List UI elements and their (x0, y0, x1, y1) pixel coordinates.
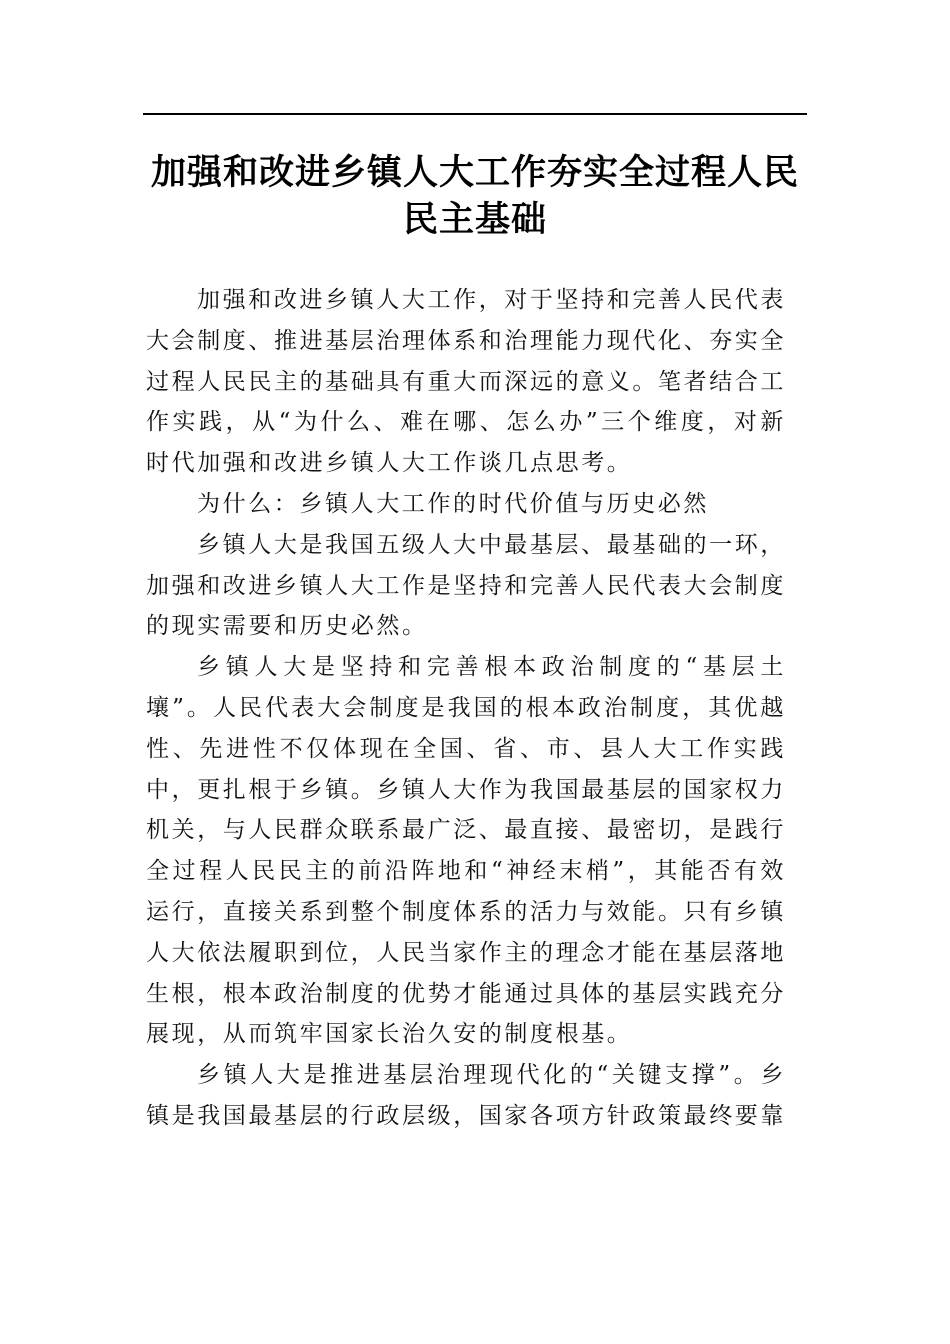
document-title: 加强和改进乡镇人大工作夯实全过程人民民主基础 (150, 153, 799, 240)
section-heading-why: 为什么：乡镇人大工作的时代价值与历史必然 (197, 490, 709, 517)
paragraph-basic-soil: 乡镇人大是坚持和完善根本政治制度的“基层土壤”。人民代表大会制度是我国的根本政治制度，其优越性、先进性不仅体现在全国、省、市、县人大工作实践中，更扎根于乡镇。乡镇人大作为我国最基层的国家权力机关，与人民群众联系最广泛、最直接、最密切，是践行全过程人民民主的前沿阵地和“神经末梢”，其能否有效运行，直接关系到整个制度体系的活力与效能。只有乡镇人大依法履职到位，人民当家作主的理念才能在基层落地生根，根本政治制度的优势才能通过具体的基层实践充分展现，从而筑牢国家长治久安的制度根基。 (146, 654, 786, 1048)
paragraph-key-support: 乡镇人大是推进基层治理现代化的“关键支撑”。乡镇是我国最基层的行政层级，国家各项方针政策最终要靠 (146, 1062, 786, 1129)
paragraph-foundation: 乡镇人大是我国五级人大中最基层、最基础的一环，加强和改进乡镇人大工作是坚持和完善人民代表大会制度的现实需要和历史必然。 (146, 531, 786, 640)
paragraph-intro: 加强和改进乡镇人大工作，对于坚持和完善人民代表大会制度、推进基层治理体系和治理能力现代化、夯实全过程人民民主的基础具有重大而深远的意义。笔者结合工作实践，从“为什么、难在哪、怎么办”三个维度，对新时代加强和改进乡镇人大工作谈几点思考。 (146, 287, 786, 477)
document-body (146, 280, 786, 1137)
header-rule (143, 113, 807, 115)
